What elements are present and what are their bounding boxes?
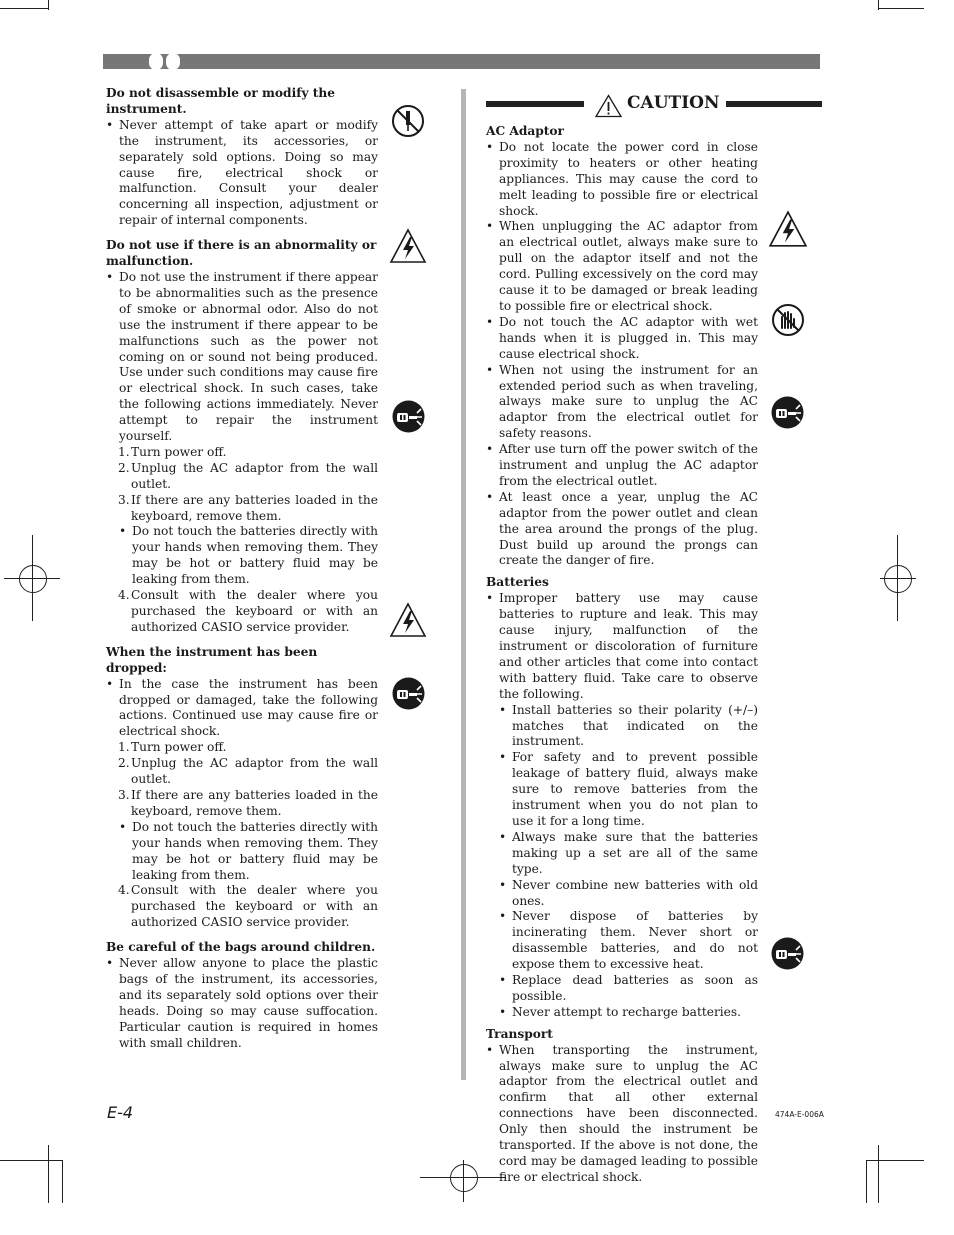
numbered-step: [106, 588, 378, 636]
step-number: 4.: [118, 883, 130, 898]
numbered-step: [106, 756, 378, 788]
bullet-item: • At least once a year, unplug the AC adaptor from the power outlet and clean the area around the prongs of the plug. Dust build up around the prongs can create the danger of fire.: [486, 490, 758, 570]
step-number: 2.: [118, 460, 130, 475]
unplug-icon: [771, 396, 804, 429]
header-tab: [149, 53, 163, 70]
section-heading: Do not disassemble or modify the instrument.: [106, 86, 336, 116]
bullet-item: • Do not touch the AC adaptor with wet hands when it is plugged in. This may cause electrical shock.: [486, 315, 758, 363]
no-disassembly-icon: [391, 104, 425, 138]
step-number: 4.: [118, 588, 130, 603]
step-text: Consult with the dealer where you purchased the keyboard or with an authorized CASIO service provider.: [131, 883, 378, 930]
section-heading: Do not use if there is an abnormality or malfunction.: [106, 238, 377, 269]
section-heading: Be careful of the bags around children.: [106, 940, 376, 955]
crop-mark: [0, 1160, 62, 1161]
bullet-item: • Never allow anyone to place the plastic bags of the instrument, its accessories, and its separately sold options over their heads. Doing so may cause suffocation. Particular caution is required in homes with small children.: [106, 956, 378, 1051]
caution-rule: [486, 101, 584, 107]
header-tab: [166, 53, 180, 70]
step-text: Turn power off.: [131, 444, 227, 459]
numbered-step: [106, 740, 378, 756]
no-wet-hands-icon: [771, 303, 805, 337]
bullet-item: • Improper battery use may cause batteries to rupture and leak. This may cause injury, malfunction of the instrument or discoloration of furniture and other articles that come into contact with battery fluid. Take care to observe the following.: [486, 591, 758, 702]
bullet-item: • Do not use the instrument if there appear to be abnormalities such as the presence of smoke or abnormal odor. Also do not use the instrument if there appear to be malfunctions such as the power not coming on or sound not being produced. Use under such conditions may cause fire or electrical shock. In such cases, take the following actions immediately. Never attempt to repair the instrument yourself.: [106, 270, 378, 445]
registration-mark: [19, 565, 47, 593]
electric-shock-icon: [389, 602, 427, 638]
crop-mark: [866, 1160, 924, 1161]
registration-mark: [884, 565, 912, 593]
header-bar: [103, 54, 820, 69]
page-number: E-4: [107, 1103, 134, 1122]
numbered-step: [106, 461, 378, 493]
crop-mark: [48, 0, 49, 10]
crop-mark: [62, 1160, 63, 1203]
crop-mark: [0, 8, 48, 9]
caution-rule: [726, 101, 822, 107]
sub-bullet-item: • Install batteries so their polarity (+/–) matches that indicated on the instrument.: [486, 703, 758, 751]
sub-bullet-item: • Do not touch the batteries directly with your hands when removing them. They may be hot or battery fluid may be leaking from them.: [106, 524, 378, 588]
bullet-item: • In the case the instrument has been dropped or damaged, take the following actions. Continued use may cause fire or electrical shock.: [106, 677, 378, 741]
unplug-icon: [392, 400, 425, 433]
sub-bullet-item: • Never combine new batteries with old ones.: [486, 878, 758, 910]
column-divider: [461, 89, 466, 1080]
step-text: Unplug the AC adaptor from the wall outlet.: [131, 756, 378, 787]
registration-mark: [450, 1164, 478, 1192]
numbered-step: [106, 493, 378, 525]
bullet-item: • When unplugging the AC adaptor from an electrical outlet, always make sure to pull on the adaptor itself and not the cord. Pulling excessively on the cord may cause it to be damaged or break leading to possible fire or electrical shock.: [486, 219, 758, 314]
warning-triangle-icon: [595, 94, 622, 118]
step-number: 3.: [118, 492, 130, 507]
step-text: If there are any batteries loaded in the keyboard, remove them.: [131, 787, 378, 818]
caution-title: CAUTION: [627, 93, 720, 113]
step-number: 1.: [118, 740, 130, 755]
step-number: 2.: [118, 756, 130, 771]
document-code: 474A-E-006A: [775, 1110, 824, 1119]
section-heading: Transport: [486, 1026, 553, 1041]
electric-shock-icon: [768, 210, 808, 248]
right-column: [486, 124, 758, 1186]
sub-bullet-item: • Do not touch the batteries directly with your hands when removing them. They may be hot or battery fluid may be leaking from them.: [106, 820, 378, 884]
crop-mark: [866, 1160, 867, 1203]
crop-mark: [878, 8, 924, 9]
crop-mark: [48, 1145, 49, 1203]
section-heading: AC Adaptor: [486, 124, 564, 138]
numbered-step: [106, 788, 378, 820]
sub-bullet-item: • For safety and to prevent possible leakage of battery fluid, always make sure to remove batteries from the instrument when you do not plan to use it for a long time.: [486, 750, 758, 830]
bullet-item: • When transporting the instrument, always make sure to unplug the AC adaptor from the electrical outlet and confirm that all other external connections have been disconnected. Only then should the instrument be transported. If the above is not done, the cord may be damaged leading to possible fire or electrical shock.: [486, 1043, 758, 1186]
section-heading: When the instrument has been dropped:: [106, 644, 318, 675]
numbered-step: [106, 445, 378, 461]
step-text: If there are any batteries loaded in the keyboard, remove them.: [131, 492, 378, 523]
section-heading: Batteries: [486, 575, 549, 590]
crop-mark: [878, 1145, 879, 1203]
sub-bullet-item: • Always make sure that the batteries making up a set are all of the same type.: [486, 830, 758, 878]
bullet-item: • When not using the instrument for an extended period such as when traveling, always make sure to unplug the AC adaptor from the electrical outlet for safety reasons.: [486, 363, 758, 443]
electric-shock-icon: [389, 228, 427, 264]
step-text: Unplug the AC adaptor from the wall outlet.: [131, 460, 378, 491]
step-text: Turn power off.: [131, 740, 227, 755]
sub-bullet-item: • Replace dead batteries as soon as possible.: [486, 973, 758, 1005]
unplug-icon: [771, 937, 804, 970]
left-column: [106, 86, 378, 1051]
crop-mark: [878, 0, 879, 10]
bullet-item: • Do not locate the power cord in close proximity to heaters or other heating appliances. This may cause the cord to melt leading to possible fire or electrical shock.: [486, 140, 758, 220]
bullet-item: • Never attempt of take apart or modify the instrument, its accessories, or separately sold options. Doing so may cause fire, electrical shock or malfunction. Consult your dealer concerning all inspection, adjustment or repair of internal components.: [106, 118, 378, 229]
sub-bullet-item: • Never attempt to recharge batteries.: [486, 1005, 758, 1021]
unplug-icon: [392, 677, 425, 710]
numbered-step: [106, 883, 378, 931]
bullet-item: • After use turn off the power switch of the instrument and unplug the AC adaptor from the electrical outlet.: [486, 442, 758, 490]
sub-bullet-item: • Never dispose of batteries by incinerating them. Never short or disassemble batteries, and do not expose them to excessive heat.: [486, 909, 758, 973]
step-number: 3.: [118, 787, 130, 802]
step-text: Consult with the dealer where you purchased the keyboard or with an authorized CASIO service provider.: [131, 588, 378, 634]
step-number: 1.: [118, 444, 130, 459]
